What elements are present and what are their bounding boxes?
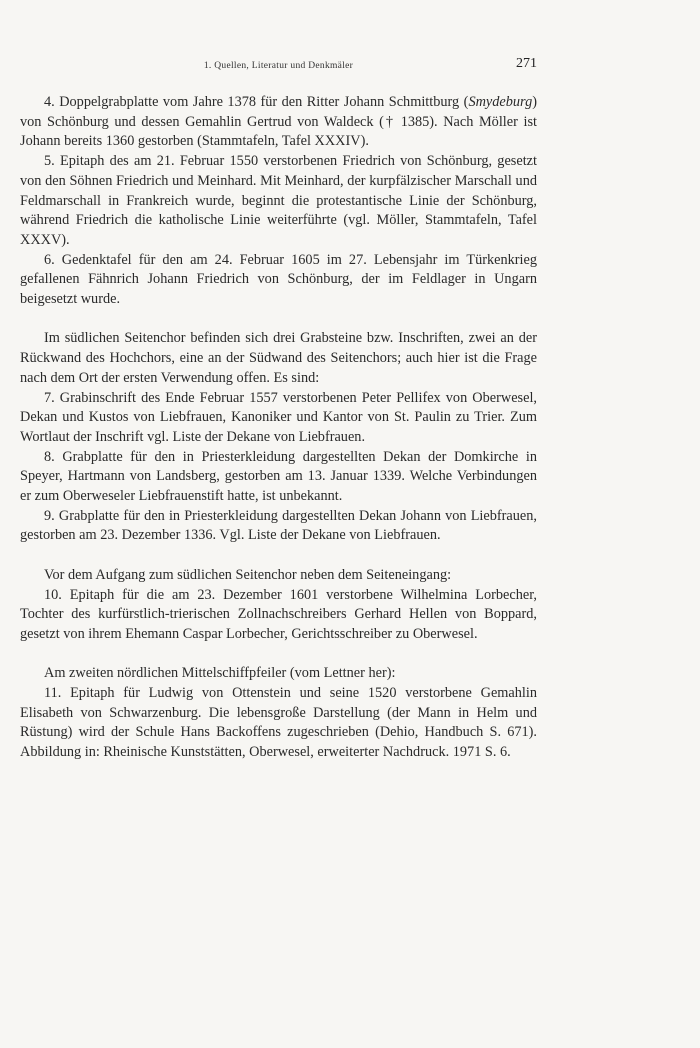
running-head: 1. Quellen, Literatur und Denkmäler (203, 61, 354, 71)
italic-name: Smydeburg (468, 94, 533, 110)
paragraph-4: 4. Doppelgrabplatte vom Jahre 1378 für den Ritter Johann Schmittburg (Smydeburg) von Schönburg und dessen Gemahlin Gertrud von Waldeck († 1385). Nach Möller ist Johann bereits 1360 gestorben (Stammtafeln, Tafel XXXIV). (20, 94, 537, 150)
paragraph-staircase-intro: Vor dem Aufgang zum südlichen Seitenchor neben dem Seiteneingang: (44, 566, 452, 583)
body-text (20, 93, 537, 763)
page-number: 271 (516, 56, 537, 71)
paragraph-9: 9. Grabplatte für den in Priesterkleidung dargestellten Dekan Johann von Liebfrauen, gestorben am 23. Dezember 1336. Vgl. Liste der Dekane von Liebfrauen. (20, 507, 537, 544)
paragraph-pillar-intro: Am zweiten nördlichen Mittelschiffpfeiler (vom Lettner her): (44, 665, 396, 682)
paragraph-11: 11. Epitaph für Ludwig von Ottenstein und seine 1520 verstorbene Gemahlin Elisabeth von Schwarzenburg. Die lebensgroße Darstellung (der Mann in Helm und Rüstung) wird der Schule Hans Backoffens zugeschrieben (Dehio, Handbuch S. 671). Abbildung in: Rheinische Kunststätten, Oberwesel, erweiterter Nachdruck. 1971 S. 6. (20, 685, 537, 761)
paragraph-10: 10. Epitaph für die am 23. Dezember 1601 verstorbene Wilhelmina Lorbecher, Tochter des kurfürstlich-trierischen Zollnachschreibers Gerhard Hellen von Boppard, gesetzt von ihrem Ehemann Caspar Lorbecher, Gerichtsschreiber zu Oberwesel. (20, 586, 537, 642)
paragraph-8: 8. Grabplatte für den in Priesterkleidung dargestellten Dekan der Domkirche in Speyer, Hartmann von Landsberg, gestorben am 13. Januar 1339. Welche Verbindungen er zum Oberweseler Liebfrauenstift hatte, ist unbekannt. (20, 448, 537, 505)
paragraph-south-choir-intro: Im südlichen Seitenchor befinden sich drei Grabsteine bzw. Inschriften, zwei an der Rückwand des Hochchors, eine an der Südwand des Seitenchors; auch hier ist die Frage nach dem Ort der ersten Verwendung offen. Es sind: (20, 330, 537, 386)
page-header (20, 56, 537, 76)
paragraph-6: 6. Gedenktafel für den am 24. Februar 1605 im 27. Lebensjahr im Türkenkrieg gefallenen Fähnrich Johann Friedrich von Schönburg, der im Feldlager in Ungarn beigesetzt wurde. (20, 251, 537, 308)
paragraph-5: 5. Epitaph des am 21. Februar 1550 verstorbenen Friedrich von Schönburg, gesetzt von den Söhnen Friedrich und Meinhard. Mit Meinhard, der kurpfälzischer Marschall und Feldmarschall in Frankreich wurde, beginnt die protestantische Linie der Schönburg, während Friedrich die katholische Linie weiterführte (vgl. Möller, Stammtafeln, Tafel XXXV). (20, 153, 537, 248)
paragraph-7: 7. Grabinschrift des Ende Februar 1557 verstorbenen Peter Pellifex von Oberwesel, Dekan und Kustos von Liebfrauen, Kanoniker und Kantor von St. Paulin zu Trier. Zum Wortlaut der Inschrift vgl. Liste der Dekane von Liebfrauen. (20, 389, 537, 445)
